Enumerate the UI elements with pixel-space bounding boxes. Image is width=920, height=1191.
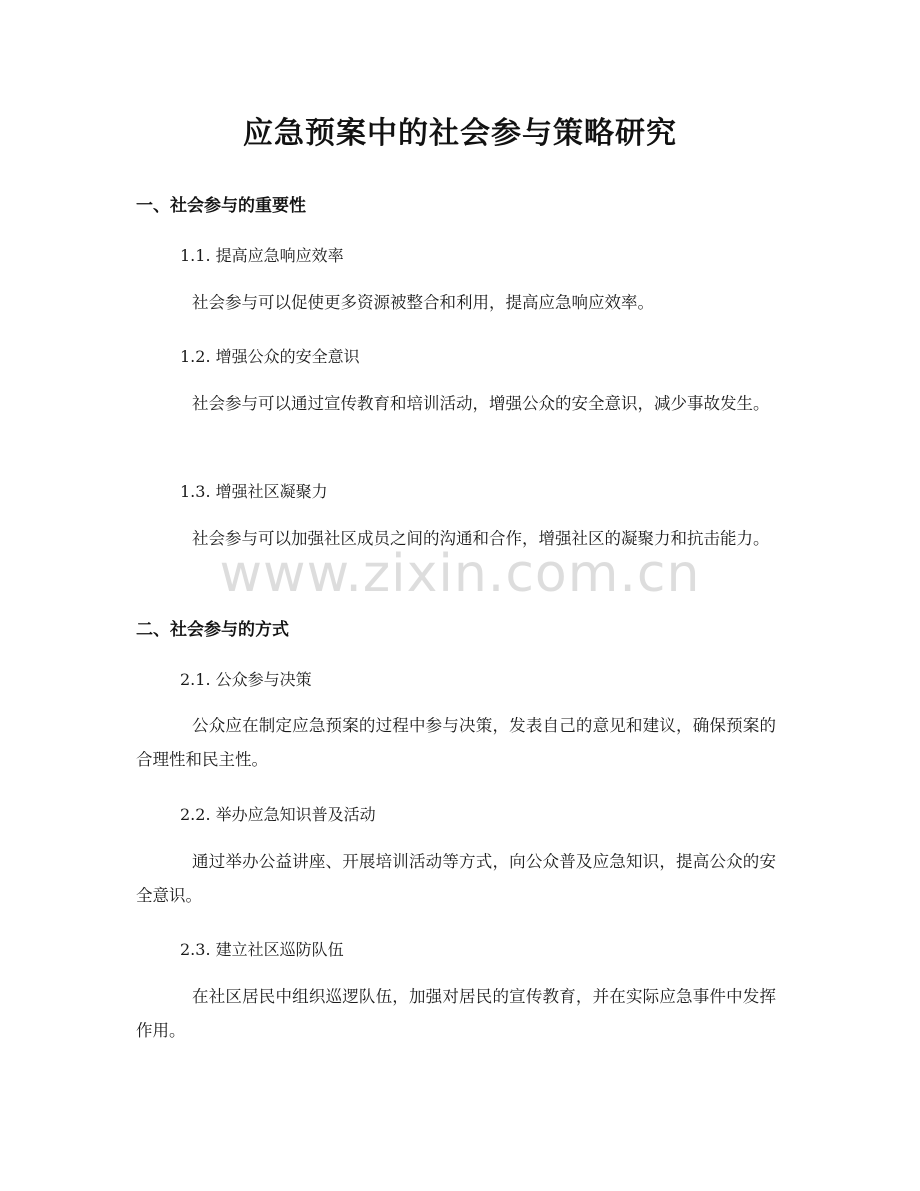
subsection-heading-2-3: 2.3. 建立社区巡防队伍 [180,940,344,959]
subsection-heading-1-2: 1.2. 增强公众的安全意识 [180,347,360,366]
watermark-text: www.zixin.com.cn [219,544,701,604]
subsection-heading-2-2: 2.2. 举办应急知识普及活动 [180,805,376,824]
paragraph-2-1: 公众应在制定应急预案的过程中参与决策，发表自己的意见和建议，确保预案的合理性和民主性。 [136,716,776,769]
document-title: 应急预案中的社会参与策略研究 [243,116,677,151]
paragraph-1-2: 社会参与可以通过宣传教育和培训活动，增强公众的安全意识，减少事故发生。 [192,394,770,413]
subsection-heading-1-1: 1.1. 提高应急响应效率 [180,246,344,265]
paragraph-2-2: 通过举办公益讲座、开展培训活动等方式，向公众普及应急知识，提高公众的安全意识。 [136,852,776,905]
paragraph-1-1: 社会参与可以促使更多资源被整合和利用，提高应急响应效率。 [192,293,654,312]
paragraph-1-3: 社会参与可以加强社区成员之间的沟通和合作，增强社区的凝聚力和抗击能力。 [192,529,770,548]
subsection-heading-2-1: 2.1. 公众参与决策 [180,670,312,689]
section-heading-1: 一、社会参与的重要性 [136,196,306,216]
subsection-heading-1-3: 1.3. 增强社区凝聚力 [180,482,328,501]
paragraph-2-3: 在社区居民中组织巡逻队伍，加强对居民的宣传教育，并在实际应急事件中发挥作用。 [136,987,776,1040]
section-heading-2: 二、社会参与的方式 [136,620,289,640]
